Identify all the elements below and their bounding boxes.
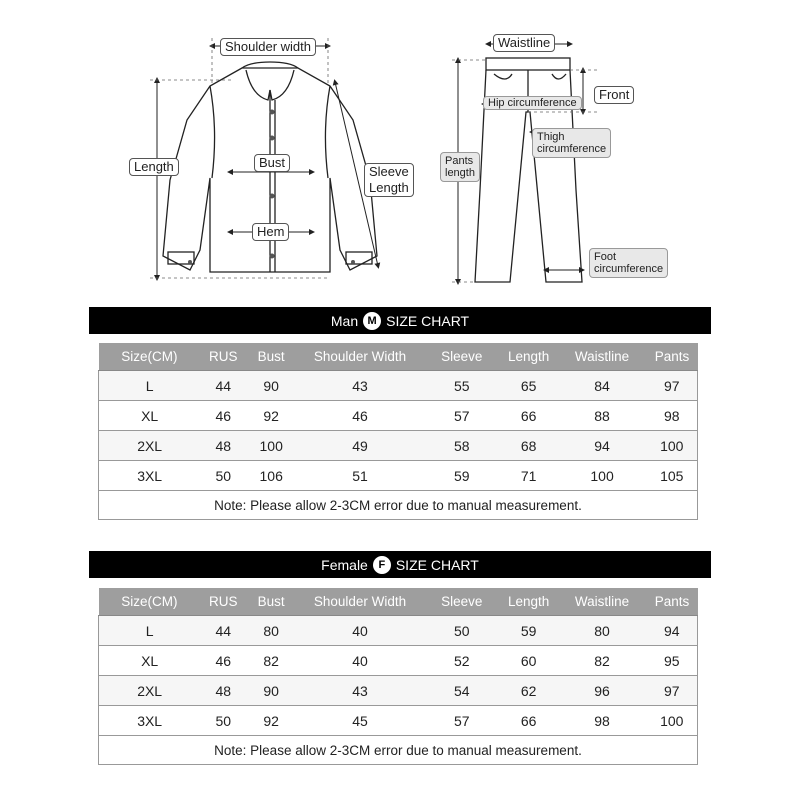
- table-cell: 92: [246, 706, 296, 736]
- man-table-body: [99, 371, 698, 520]
- measurement-diagram: [0, 0, 800, 300]
- table-cell: 68: [500, 431, 558, 461]
- man-header-cell: Length: [500, 343, 558, 371]
- table-cell: 106: [246, 461, 296, 491]
- table-cell: 71: [500, 461, 558, 491]
- table-cell: 100: [646, 706, 697, 736]
- table-cell: 82: [558, 646, 647, 676]
- label-pants-length: [440, 152, 480, 182]
- label-foot-line2: circumference: [594, 263, 664, 275]
- table-cell: 59: [500, 616, 558, 646]
- man-header-cell: Size(CM): [99, 343, 201, 371]
- table-row: [99, 706, 698, 736]
- table-cell: 80: [558, 616, 647, 646]
- table-cell: 2XL: [99, 431, 201, 461]
- table-cell: 55: [424, 371, 500, 401]
- female-header-cell: Size(CM): [99, 588, 201, 616]
- table-cell: 3XL: [99, 706, 201, 736]
- female-bar-prefix: Female: [321, 556, 368, 573]
- table-cell: 59: [424, 461, 500, 491]
- label-sleeve-line2: Length: [369, 180, 409, 195]
- table-cell: XL: [99, 401, 201, 431]
- label-waistline: Waistline: [493, 34, 555, 52]
- table-cell: 48: [200, 431, 246, 461]
- label-thigh-circumference: [532, 128, 611, 158]
- table-cell: 94: [646, 616, 697, 646]
- female-header-cell: Pants: [646, 588, 697, 616]
- table-cell: 98: [558, 706, 647, 736]
- table-row: [99, 461, 698, 491]
- table-cell: 100: [646, 431, 697, 461]
- table-row: [99, 676, 698, 706]
- table-cell: 44: [200, 616, 246, 646]
- table-cell: 98: [646, 401, 697, 431]
- label-sleeve-line1: Sleeve: [369, 164, 409, 179]
- man-header-cell: Sleeve: [424, 343, 500, 371]
- man-bar-prefix: Man: [330, 312, 359, 329]
- table-cell: 94: [558, 431, 647, 461]
- table-cell: 46: [296, 401, 424, 431]
- table-row: [99, 646, 698, 676]
- man-header-cell: Bust: [246, 343, 296, 371]
- table-cell: 66: [500, 401, 558, 431]
- table-cell: 46: [200, 646, 246, 676]
- table-cell: 50: [200, 461, 246, 491]
- man-size-table: [98, 343, 698, 520]
- man-size-chart-header: [89, 307, 711, 334]
- table-cell: 3XL: [99, 461, 201, 491]
- label-bust: Bust: [254, 154, 290, 172]
- table-cell: 62: [500, 676, 558, 706]
- table-cell: 92: [246, 401, 296, 431]
- table-cell: 52: [424, 646, 500, 676]
- female-table-header-row: [99, 588, 698, 616]
- man-header-cell: Shoulder Width: [296, 343, 424, 371]
- table-cell: 54: [424, 676, 500, 706]
- female-header-cell: RUS: [200, 588, 246, 616]
- man-header-cell: Pants: [646, 343, 697, 371]
- female-size-chart-header: [89, 551, 711, 578]
- table-row: [99, 401, 698, 431]
- table-row: [99, 431, 698, 461]
- table-cell: L: [99, 616, 201, 646]
- female-header-cell: Bust: [246, 588, 296, 616]
- table-cell: 105: [646, 461, 697, 491]
- table-cell: 48: [200, 676, 246, 706]
- female-header-cell: Shoulder Width: [296, 588, 424, 616]
- table-cell: 50: [424, 616, 500, 646]
- label-hip-circumference: Hip circumference: [483, 96, 582, 110]
- label-front: Front: [594, 86, 634, 104]
- table-row: [99, 616, 698, 646]
- man-header-cell: RUS: [200, 343, 246, 371]
- table-cell: 65: [500, 371, 558, 401]
- table-cell: 44: [200, 371, 246, 401]
- garment-illustration: [0, 0, 800, 300]
- man-table-header-row: [99, 343, 698, 371]
- table-cell: 80: [246, 616, 296, 646]
- table-cell: 96: [558, 676, 647, 706]
- table-cell: 60: [500, 646, 558, 676]
- table-cell: 51: [296, 461, 424, 491]
- table-cell: 95: [646, 646, 697, 676]
- female-badge-icon: F: [373, 556, 391, 574]
- table-cell: 90: [246, 676, 296, 706]
- man-bar-suffix: SIZE CHART: [386, 312, 470, 329]
- female-size-table: [98, 588, 698, 765]
- table-cell: 97: [646, 676, 697, 706]
- female-header-cell: Waistline: [558, 588, 647, 616]
- label-shoulder-width: Shoulder width: [220, 38, 316, 56]
- table-cell: 100: [246, 431, 296, 461]
- table-cell: 49: [296, 431, 424, 461]
- man-badge-icon: M: [363, 312, 381, 330]
- table-cell: 57: [424, 401, 500, 431]
- female-measurement-note: Note: Please allow 2-3CM error due to manual measurement.: [99, 736, 698, 765]
- table-cell: 40: [296, 616, 424, 646]
- table-cell: 50: [200, 706, 246, 736]
- label-foot-line1: Foot: [594, 251, 617, 263]
- table-cell: 97: [646, 371, 697, 401]
- man-header-cell: Waistline: [558, 343, 647, 371]
- table-cell: XL: [99, 646, 201, 676]
- table-cell: 88: [558, 401, 647, 431]
- label-thigh-line2: circumference: [537, 143, 607, 155]
- table-row: [99, 371, 698, 401]
- label-length: Length: [129, 158, 179, 176]
- table-cell: 45: [296, 706, 424, 736]
- table-cell: 43: [296, 676, 424, 706]
- table-cell: 43: [296, 371, 424, 401]
- table-cell: 84: [558, 371, 647, 401]
- table-note-row: [99, 736, 698, 765]
- pants-drawing: [475, 58, 582, 282]
- label-sleeve-length: [364, 163, 414, 197]
- label-pants-line1: Pants: [445, 155, 474, 167]
- table-cell: 58: [424, 431, 500, 461]
- table-cell: 66: [500, 706, 558, 736]
- table-cell: 100: [558, 461, 647, 491]
- table-cell: L: [99, 371, 201, 401]
- label-pants-line2: length: [445, 167, 475, 179]
- female-table-body: [99, 616, 698, 765]
- table-cell: 40: [296, 646, 424, 676]
- label-thigh-line1: Thigh: [537, 131, 565, 143]
- label-hem: Hem: [252, 223, 289, 241]
- female-header-cell: Length: [500, 588, 558, 616]
- label-foot-circumference: [589, 248, 668, 278]
- female-bar-suffix: SIZE CHART: [395, 556, 479, 573]
- table-cell: 82: [246, 646, 296, 676]
- table-note-row: [99, 491, 698, 520]
- table-cell: 90: [246, 371, 296, 401]
- female-header-cell: Sleeve: [424, 588, 500, 616]
- man-measurement-note: Note: Please allow 2-3CM error due to manual measurement.: [99, 491, 698, 520]
- table-cell: 46: [200, 401, 246, 431]
- table-cell: 57: [424, 706, 500, 736]
- table-cell: 2XL: [99, 676, 201, 706]
